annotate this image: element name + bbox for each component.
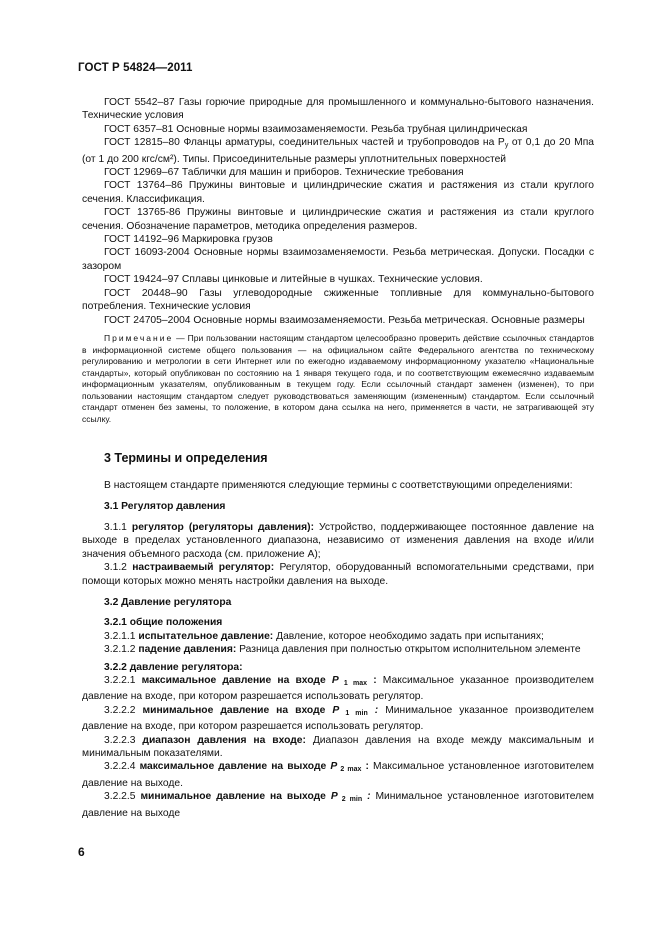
term-number: 3.1.2 [104, 562, 133, 574]
term-colon: : [367, 704, 379, 716]
term-3-2-1-2 [82, 643, 594, 656]
term-number: 3.2.1.1 [104, 630, 139, 642]
section-3-2-title: 3.2 Давление регулятора [104, 596, 232, 608]
term-definition: Минимальное установленное изготовителем давление на выходе [82, 791, 594, 819]
ref-gost-6357: ГОСТ 6357–81 Основные нормы взаимозаменяемости. Резьба трубная цилиндрическая [104, 123, 528, 135]
term-name: падение давления: [138, 644, 237, 656]
term-3-2-2-3 [82, 734, 594, 761]
term-definition: Разница давления при полностью открытом исполнительном элементе [236, 644, 581, 656]
term-name: минимальное давление на выходе [140, 791, 331, 803]
term-definition: Давление, которое необходимо задать при испытаниях; [273, 630, 544, 642]
term-definition: Устройство, поддерживающее постоянное давление на выходе в пределах установленного диапазона, независимо от изменения давления на входе и/или значения объемного расхода (см. приложение А); [82, 521, 594, 560]
ref-gost-16093: ГОСТ 16093-2004 Основные нормы взаимозаменяемости. Резьба метрическая. Допуски. Посадки с зазором [82, 247, 594, 272]
term-symbol-sub: 1 max [338, 679, 368, 687]
term-definition: Регулятор, оборудованный вспомогательными средствами, при помощи которых можно менять настройки давления на выходе. [82, 562, 594, 587]
term-name: настраиваемый регулятор: [132, 562, 275, 574]
term-name: диапазон давления на входе: [142, 734, 306, 746]
note-label: Примечание [104, 332, 174, 343]
term-3-1-1 [82, 521, 594, 561]
term-name: максимальное давление на выходе [139, 761, 331, 773]
term-symbol-sub: 2 max [337, 766, 362, 774]
term-symbol: P [332, 704, 340, 716]
note-paragraph [82, 333, 594, 426]
section-3-2-1-title: 3.2.1 общие положения [104, 617, 223, 629]
term-colon: : [361, 761, 369, 773]
term-3-2-1-1 [82, 630, 594, 643]
term-number: 3.2.2.1 [104, 674, 142, 686]
term-definition: Максимальное установленное изготовителем давление на выходе. [82, 761, 594, 789]
term-definition: Диапазон давления на входе между максимальным и минимальным показателями. [82, 734, 594, 759]
ref-gost-14192: ГОСТ 14192–96 Маркировка грузов [104, 234, 273, 246]
section-3-intro: В настоящем стандарте применяются следующие термины с соответствующими определениями: [104, 480, 573, 492]
page-content [82, 96, 594, 820]
term-name: максимальное давление на входе [141, 674, 332, 686]
term-number: 3.2.2.4 [104, 761, 140, 773]
ref-gost-20448: ГОСТ 20448–90 Газы углеводородные сжиженные топливные для коммунально-бытового потребления. Технические условия [82, 287, 594, 313]
ref-gost-12969: ГОСТ 12969–67 Таблички для машин и приборов. Технические требования [104, 167, 464, 179]
term-number: 3.1.1 [104, 521, 132, 533]
section-3-2-2-title: 3.2.2 давление регулятора: [104, 661, 243, 673]
ref-gost-13765: ГОСТ 13765-86 Пружины винтовые и цилиндрические сжатия и растяжения из стали круглого сечения. Обозначение параметров, методика определения размеров. [82, 207, 594, 232]
term-symbol-sub: 2 min [337, 796, 363, 804]
term-3-2-2-5 [82, 790, 594, 820]
note-text: — При пользовании настоящим стандартом целесообразно проверить действие ссылочных стандартов в информационной системе общего пользования — на официальном сайте Федерального агентства по техническому регулированию и метрологии в сети Интернет или по ежегодно издаваемому информационному указателю «Национальные стандарты», который опубликован по состоянию на 1 января текущего года, и по соответствующим ежемесячно издаваемым информационным указателям, опубликованным в текущем году. Если ссылочный стандарт заменен (изменен), то при пользовании настоящим стандартом следует руководствоваться заменяющим (измененным) стандартом. Если ссылочный стандарт отменен без замены, то положение, в котором дана ссылка на него, применяется в части, не затрагивающей эту ссылку. [82, 332, 594, 425]
term-definition: Минимальное указанное производителем давление на входе, при котором разрешается использовать регулятор. [82, 704, 594, 733]
term-number: 3.2.2.2 [104, 704, 143, 716]
term-definition: Максимальное указанное производителем давление на входе, при котором разрешается использовать регулятор. [82, 674, 594, 703]
section-3-1-title: 3.1 Регулятор давления [104, 501, 226, 513]
page-number: 6 [78, 845, 85, 859]
term-3-2-2-1 [82, 674, 594, 704]
term-number: 3.2.2.3 [104, 734, 143, 746]
term-symbol-sub: 1 min [339, 709, 368, 717]
ref-gost-12815-tail: от 0,1 до 20 Мпа (от 1 до 200 кгс/см²). Типы. Присоединительные размеры уплотнительных поверхностей [82, 137, 595, 165]
term-colon: : [362, 791, 371, 803]
ref-gost-19424: ГОСТ 19424–97 Сплавы цинковые и литейные в чушках. Технические условия. [104, 274, 483, 286]
section-3-title: 3 Термины и определения [104, 450, 268, 465]
term-number: 3.2.1.2 [104, 644, 139, 656]
term-3-2-2-4 [82, 760, 594, 790]
ref-gost-12815 [82, 136, 594, 166]
term-symbol: P [331, 674, 339, 686]
ref-gost-13764: ГОСТ 13764–86 Пружины винтовые и цилиндрические сжатия и растяжения из стали круглого сечения. Классификация. [82, 180, 594, 205]
term-name: минимальное давление на входе [142, 704, 333, 716]
ref-gost-12815-head: ГОСТ 12815–80 Фланцы арматуры, соединительных частей и трубопроводов на Р [104, 137, 505, 149]
ref-gost-24705: ГОСТ 24705–2004 Основные нормы взаимозаменяемости. Резьба метрическая. Основные размеры [104, 314, 585, 326]
term-colon: : [367, 674, 377, 686]
term-symbol: P [330, 791, 338, 803]
term-3-2-2-2 [82, 704, 594, 734]
ref-gost-12815-sub: у [504, 142, 509, 150]
term-name: испытательное давление: [138, 630, 274, 642]
term-name: регулятор (регуляторы давления): [131, 521, 314, 533]
term-3-1-2 [82, 561, 594, 588]
term-symbol: P [330, 761, 338, 773]
ref-gost-5542: ГОСТ 5542–87 Газы горючие природные для промышленного и коммунально-бытового назначения. Технические условия [82, 97, 594, 122]
term-number: 3.2.2.5 [104, 791, 141, 803]
document-header: ГОСТ Р 54824—2011 [78, 62, 193, 74]
